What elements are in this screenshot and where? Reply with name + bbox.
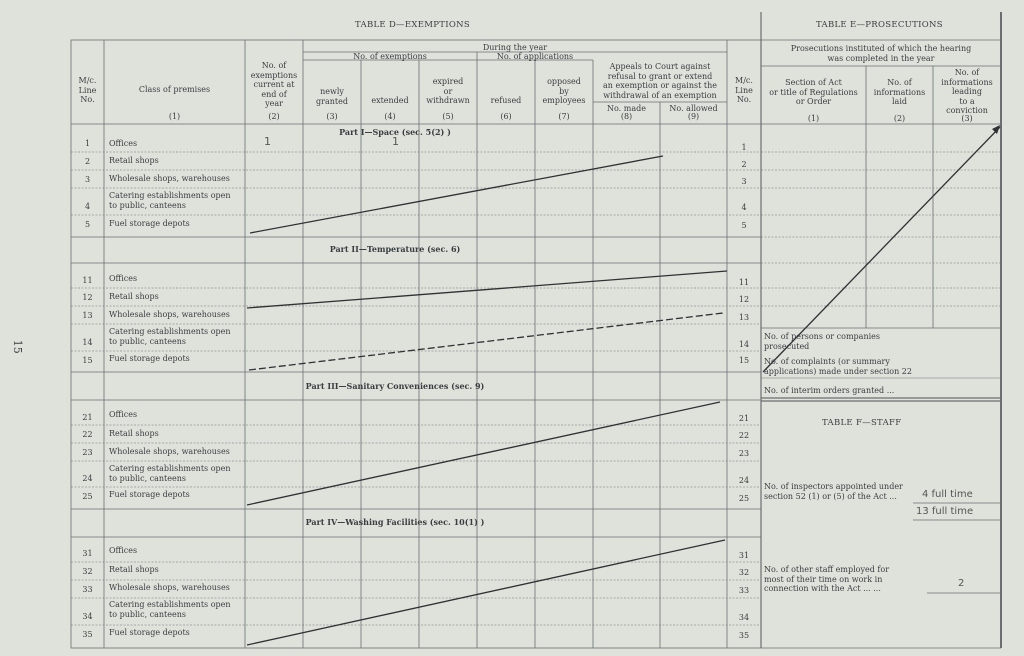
row-label: Offices: [109, 546, 138, 555]
row-line-no-right: 23: [738, 449, 750, 458]
table-f-title: TABLE F—STAFF: [822, 418, 902, 428]
row-line-no: 11: [82, 276, 93, 285]
row-label: Catering establishments open to public, canteens: [109, 191, 231, 210]
row-label: Wholesale shops, warehouses: [109, 174, 230, 183]
col-num: (9): [687, 112, 700, 121]
other-staff-label: No. of other staff employed for most of their time on work in connection with the Act ... ...: [764, 565, 890, 593]
row-label: Wholesale shops, warehouses: [109, 310, 230, 319]
row-line-no: 24: [82, 474, 93, 483]
row-line-no: 32: [82, 567, 93, 576]
row-line-no: 31: [82, 549, 93, 558]
col-opposed-header: opposed by employees: [542, 77, 586, 105]
row-line-no: 34: [82, 612, 93, 621]
col-refused-header: refused: [490, 96, 522, 105]
row-label: Fuel storage depots: [109, 628, 190, 637]
part-heading: Part II—Temperature (sec. 6): [329, 244, 461, 254]
row-line-no-right: 35: [738, 631, 750, 640]
col-num: (3): [326, 112, 338, 121]
col-expired-header: expired or withdrawn: [426, 77, 470, 105]
row-line-no: 5: [84, 220, 91, 229]
row-label: Offices: [109, 139, 138, 148]
table-e-col-laid: No. of informations laid: [873, 78, 926, 106]
row-label: Catering establishments open to public, canteens: [109, 600, 231, 619]
row-label: Fuel storage depots: [109, 354, 190, 363]
row-line-no: 4: [84, 202, 91, 211]
row-line-no-right: 14: [738, 340, 750, 349]
inspectors-value-2: 13 full time: [916, 506, 974, 517]
row-line-no-right: 31: [738, 551, 750, 560]
row-label: Offices: [109, 274, 138, 283]
part-heading: Part III—Sanitary Conveniences (sec. 9): [305, 381, 485, 391]
row-label: Offices: [109, 410, 138, 419]
row-label: Retail shops: [109, 565, 159, 574]
row-line-no-right: 4: [741, 203, 747, 212]
col-num: (4): [384, 112, 396, 121]
inspectors-value-1: 4 full time: [922, 489, 973, 500]
row-line-no: 25: [82, 492, 93, 501]
row-line-no-right: 3: [741, 177, 747, 186]
row-line-no-right: 32: [738, 568, 750, 577]
row-line-no-right: 12: [738, 295, 750, 304]
col-appeals-header: Appeals to Court against refusal to grant or extend an exemption or against the withdrawal of an exemption: [603, 62, 717, 100]
col-newly-header: newly granted: [316, 87, 348, 106]
exemptions-group-header: No. of exemptions: [353, 52, 427, 61]
row-line-no-right: 25: [738, 494, 750, 503]
applications-group-header: No. of applications: [496, 52, 574, 61]
col-num: (7): [558, 112, 570, 121]
row-line-no: 35: [82, 630, 93, 639]
other-staff-value: 2: [958, 578, 965, 589]
row-label: Fuel storage depots: [109, 219, 190, 228]
interim-orders-label: No. of interim orders granted ...: [764, 386, 895, 395]
row-label: Wholesale shops, warehouses: [109, 447, 230, 456]
col-num: (5): [442, 112, 454, 121]
row-line-no: 15: [82, 356, 93, 365]
col-line2-header: M/c. Line No.: [735, 76, 753, 104]
part-heading: Part I—Space (sec. 5(2) ): [339, 127, 451, 137]
row-label: Retail shops: [109, 156, 159, 165]
row-line-no-right: 1: [741, 143, 747, 152]
row-line-no: 2: [84, 157, 91, 166]
handwritten-newly-value: 1: [392, 135, 399, 148]
row-label: Wholesale shops, warehouses: [109, 583, 230, 592]
col-class-header: Class of premises: [138, 85, 211, 94]
col-num: (2): [893, 114, 906, 123]
row-line-no: 1: [84, 139, 91, 148]
col-num: (1): [168, 112, 181, 121]
col-num: (3): [961, 114, 973, 123]
col-made-header: No. made: [607, 104, 646, 113]
row-label: Catering establishments open to public, canteens: [109, 464, 231, 483]
part-heading: Part IV—Washing Facilities (sec. 10(1) ): [305, 517, 485, 527]
complaints-label: No. of complaints (or summary applications) made under section 22: [764, 357, 912, 376]
row-line-no: 22: [82, 430, 93, 439]
col-line-header: M/c. Line No.: [78, 76, 97, 104]
row-label: Catering establishments open to public, canteens: [109, 327, 231, 346]
row-line-no-right: 13: [738, 313, 750, 322]
row-label: Retail shops: [109, 292, 159, 301]
col-num: (8): [620, 112, 633, 121]
persons-prosecuted-label: No. of persons or companies prosecuted: [764, 332, 880, 351]
row-line-no: 13: [82, 311, 93, 320]
table-e-title: TABLE E—PROSECUTIONS: [816, 20, 943, 30]
row-line-no-right: 24: [738, 476, 750, 485]
row-line-no: 12: [82, 293, 93, 302]
row-line-no-right: 22: [738, 431, 750, 440]
row-line-no: 33: [82, 585, 93, 594]
col-allowed-header: No. allowed: [669, 104, 718, 113]
row-line-no-right: 2: [741, 160, 747, 169]
row-line-no: 3: [84, 175, 91, 184]
page-number: 15: [10, 339, 24, 354]
handwritten-current-value: 1: [264, 135, 271, 148]
row-line-no-right: 21: [738, 414, 750, 423]
inspectors-label: No. of inspectors appointed under section 52 (1) or (5) of the Act ...: [764, 482, 903, 501]
row-label: Retail shops: [109, 429, 159, 438]
during-year-header: During the year: [482, 43, 548, 52]
col-num: (1): [807, 114, 820, 123]
col-extended-header: extended: [371, 96, 409, 105]
col-num: (2): [268, 112, 280, 121]
row-line-no-right: 5: [741, 221, 747, 230]
table-e-col-section: Section of Act or title of Regulations or Order: [769, 78, 858, 106]
row-line-no: 14: [82, 338, 93, 347]
row-line-no-right: 34: [738, 613, 750, 622]
col-num: (6): [500, 112, 512, 121]
row-line-no: 21: [82, 413, 93, 422]
table-e-header: Prosecutions instituted of which the hearing was completed in the year: [790, 44, 972, 63]
row-line-no: 23: [82, 448, 93, 457]
row-line-no-right: 33: [738, 586, 750, 595]
row-line-no-right: 15: [738, 356, 750, 365]
table-d-title: TABLE D—EXEMPTIONS: [355, 20, 470, 30]
row-line-no-right: 11: [738, 278, 750, 287]
row-label: Fuel storage depots: [109, 490, 190, 499]
table-e-col-conviction: No. of informations leading to a conviction: [941, 68, 993, 115]
col-current-header: No. of exemptions current at end of year: [250, 61, 298, 108]
